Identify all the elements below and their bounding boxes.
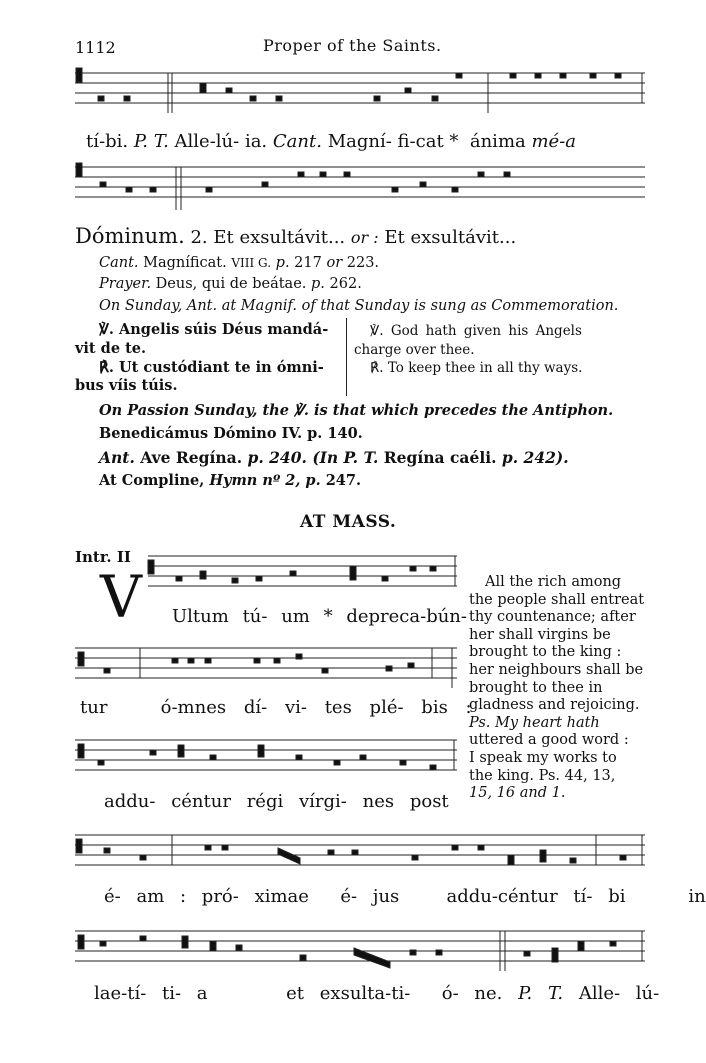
page-number: 1112 — [75, 38, 116, 57]
lyric-line-6: é- am : pró- ximae é- jus addu-céntur tí- bi in — [104, 886, 706, 907]
lyric-line-1: tí-bi. P. T. Alle-lú- ia. Cant. Magní- fi-cat * ánima mé-a — [86, 131, 577, 152]
lyric-line-7: lae-tí- ti- a et exsulta-ti- ó- ne. P. T. Alle- lú- — [94, 983, 660, 1004]
lyric-line-4: tur ó-mnes dí- vi- tes plé- bis : — [80, 697, 472, 718]
versicle-english-2: charge over thee. — [354, 342, 475, 358]
rubric-passion-sunday: On Passion Sunday, the ℣. is that which precedes the Antiphon. — [99, 402, 614, 419]
response-latin-2: bus víis túis. — [75, 377, 178, 394]
introit-label: Intr. II — [75, 548, 131, 566]
versicle-latin-1: ℣. Angelis súis Déus mandá- — [99, 321, 329, 338]
column-divider — [346, 318, 347, 396]
rubric-compline: At Compline, Hymn nº 2, p. 247. — [99, 472, 362, 489]
initial-letter: V — [100, 563, 142, 631]
rubric-benedicamus: Benedicámus Dómino IV. p. 140. — [99, 425, 363, 442]
lyric-line-5: addu- céntur régi vírgi- nes post — [104, 791, 449, 812]
lyric-line-3: Ultum tú- um * depreca-bún- — [172, 606, 467, 627]
versicle-english-1: ℣. God hath given his Angels — [370, 323, 582, 339]
translation-text: All the rich among the people shall entreat thy countenance; after her shall virgins be brought to the king : her neighbours shall be brought to thee in gladness and rejoicing. Ps. My heart hath uttered a good word : I speak my works to the king. Ps. 44, 13, 15, 16 and 1. — [469, 574, 645, 802]
rubric-sunday: On Sunday, Ant. at Magnif. of that Sunday is sung as Commemoration. — [99, 298, 619, 314]
response-english: ℟. To keep thee in all thy ways. — [370, 360, 583, 376]
response-latin-1: ℟. Ut custódiant te in ómni- — [99, 359, 324, 376]
running-head: Proper of the Saints. — [263, 36, 442, 55]
rubric-cant: Cant. Magníficat. VIII G. p. 217 or 223. — [99, 255, 380, 271]
versicle-latin-2: vit de te. — [75, 340, 147, 357]
section-heading: AT MASS. — [300, 512, 397, 532]
rubric-prayer: Prayer. Deus, qui de beátae. p. 262. — [99, 276, 362, 292]
rubric-ave-regina: Ant. Ave Regína. p. 240. (In P. T. Regína caéli. p. 242). — [99, 448, 569, 467]
lyric-line-2: Dóminum. 2. Et exsultávit... or : Et exsultávit... — [75, 224, 517, 248]
